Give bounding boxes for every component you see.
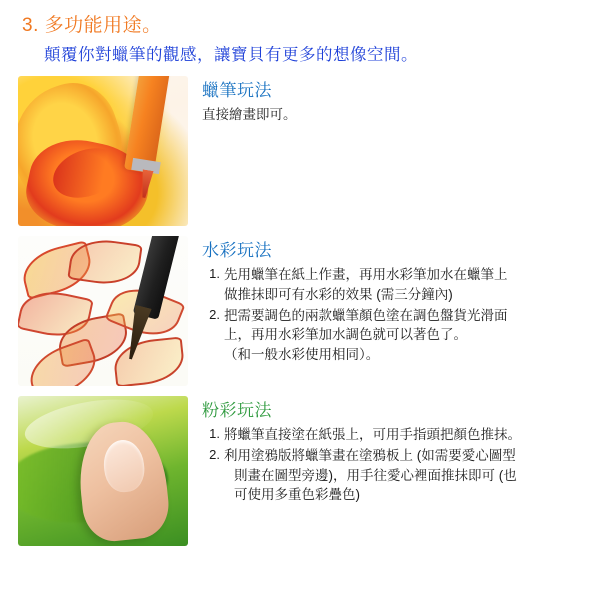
list-item xyxy=(202,425,586,445)
list-item xyxy=(202,306,586,365)
list-item-number: 1. xyxy=(209,426,220,442)
page-title: 3. 多功能用途。 xyxy=(22,15,162,36)
section-pastel xyxy=(14,396,586,546)
section-watercolor-list xyxy=(202,265,586,364)
list-item-number: 2. xyxy=(209,306,220,322)
list-item-number: 1. xyxy=(209,266,220,282)
section-crayon-body xyxy=(188,76,586,124)
crayon-flower-photo xyxy=(18,76,188,226)
section-watercolor-body xyxy=(188,236,586,365)
section-crayon-text: 直接繪畫即可。 xyxy=(202,107,297,123)
list-item xyxy=(202,265,586,304)
list-item-number: 2. xyxy=(209,446,220,462)
list-item-line: 則畫在圖型旁邊)，用手往愛心裡面推抹即可 (也 xyxy=(234,467,517,483)
page-subtitle: 顛覆你對蠟筆的觀感，讓寶貝有更多的想像空間。 xyxy=(44,45,418,64)
section-crayon xyxy=(14,76,586,226)
watercolor-brush-photo xyxy=(18,236,188,386)
finger-smudge-photo xyxy=(18,396,188,546)
list-item-line: 把需要調色的兩款蠟筆顏色塗在調色盤貨光滑面 xyxy=(224,307,508,323)
section-pastel-list xyxy=(202,425,586,504)
section-watercolor xyxy=(14,236,586,386)
list-item-line: 利用塗鴉版將蠟筆畫在塗鴉板上 (如需要愛心圖型 xyxy=(224,447,516,463)
list-item-line: 可使用多重色彩疊色) xyxy=(234,487,360,503)
section-pastel-title: 粉彩玩法 xyxy=(202,401,272,421)
section-crayon-title: 蠟筆玩法 xyxy=(202,81,272,101)
list-item-line: 做推抹即可有水彩的效果 (需三分鐘內) xyxy=(224,286,453,302)
list-item xyxy=(202,446,586,505)
list-item-line: 將蠟筆直接塗在紙張上，可用手指頭把顏色推抹。 xyxy=(224,427,521,443)
list-item-line: 上，再用水彩筆加水調色就可以著色了。 xyxy=(224,327,467,343)
section-pastel-body xyxy=(188,396,586,506)
list-item-line: （和一般水彩使用相同）。 xyxy=(224,346,380,362)
list-item-line: 先用蠟筆在紙上作畫，再用水彩筆加水在蠟筆上 xyxy=(224,267,508,283)
section-watercolor-title: 水彩玩法 xyxy=(202,241,272,261)
